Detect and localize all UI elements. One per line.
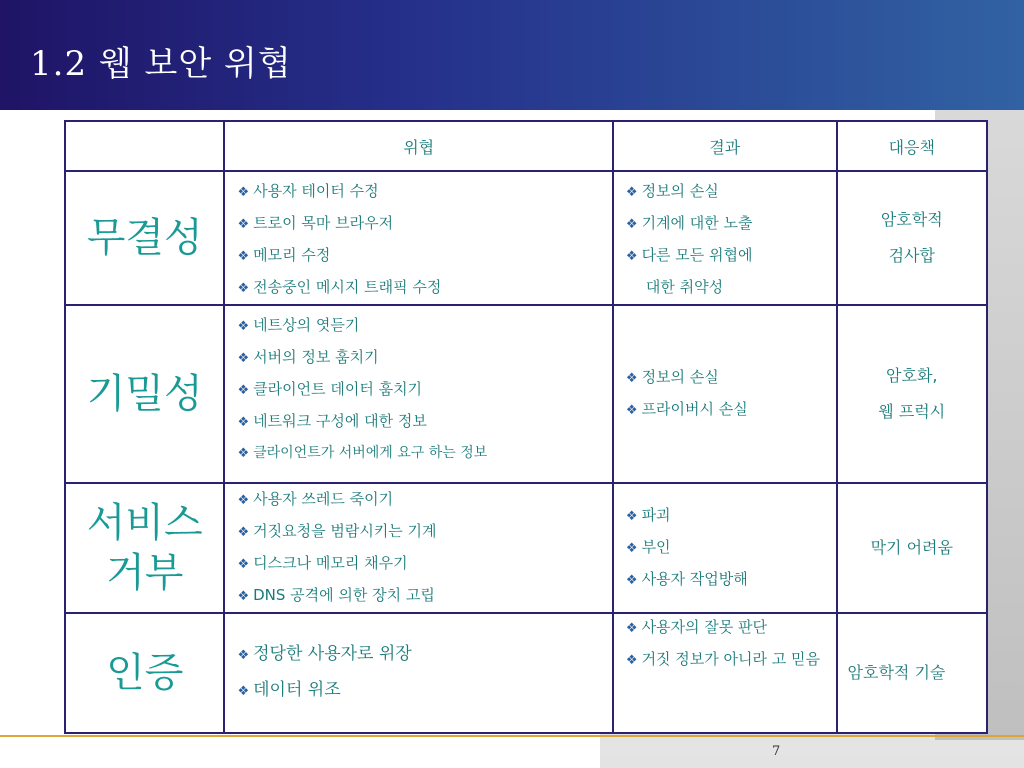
list-item: ❖ 정당한 사용자로 위장 — [237, 644, 412, 664]
list-item: ❖ 부인 — [625, 538, 671, 556]
diamond-bullet-icon: ❖ — [237, 525, 250, 540]
response-line: 암호학적 기술 — [847, 663, 946, 682]
category-line: 거부 — [106, 550, 184, 596]
table-row — [65, 305, 987, 483]
diamond-bullet-icon: ❖ — [237, 281, 250, 296]
diamond-bullet-icon: ❖ — [237, 493, 250, 508]
list-item: ❖ 메모리 수정 — [237, 246, 331, 264]
category-confidentiality: 기밀성 — [65, 305, 224, 483]
response-cell — [837, 483, 987, 613]
diamond-bullet-icon: ❖ — [237, 589, 250, 604]
list-item: ❖ 사용자 테이터 수정 — [237, 182, 379, 200]
slide-title: 1.2 웹 보안 위협 — [30, 44, 292, 84]
list-item: ❖ 거짓요청을 범람시키는 기계 — [237, 522, 437, 540]
table-row — [65, 171, 987, 305]
list-item: 대한 취약성 — [645, 278, 724, 296]
response-line: 암호화, — [886, 366, 938, 385]
list-item: ❖ 사용자 작업방해 — [625, 570, 748, 588]
response-line: 검사합 — [888, 246, 935, 265]
result-cell — [613, 483, 837, 613]
diamond-bullet-icon: ❖ — [625, 509, 638, 524]
footer-divider — [0, 735, 1024, 737]
diamond-bullet-icon: ❖ — [625, 621, 638, 636]
threat-table — [64, 120, 988, 734]
list-item: ❖ 서버의 정보 훔치기 — [237, 348, 379, 366]
list-item: ❖ 기계에 대한 노출 — [625, 214, 753, 232]
list-item: ❖ 파괴 — [625, 506, 671, 524]
diamond-bullet-icon: ❖ — [625, 249, 638, 264]
diamond-bullet-icon: ❖ — [625, 185, 638, 200]
result-cell — [613, 613, 837, 733]
list-item: ❖ 프라이버시 손실 — [625, 400, 748, 418]
diamond-bullet-icon: ❖ — [237, 217, 250, 232]
threat-cell — [224, 613, 612, 733]
list-item: ❖ 다른 모든 위협에 — [625, 246, 753, 264]
list-item: ❖ 정보의 손실 — [625, 368, 719, 386]
page-number: 7 — [772, 744, 781, 759]
diamond-bullet-icon: ❖ — [237, 684, 250, 699]
list-item: ❖ 트로이 목마 브라우저 — [237, 214, 394, 232]
diamond-bullet-icon: ❖ — [237, 319, 250, 334]
diamond-bullet-icon: ❖ — [625, 403, 638, 418]
list-item: ❖ 사용자의 잘못 판단 — [625, 618, 768, 636]
category-authentication: 인증 — [65, 613, 224, 733]
list-item: ❖ DNS 공격에 의한 장치 고립 — [237, 586, 435, 604]
diamond-bullet-icon: ❖ — [237, 415, 250, 430]
list-item: ❖ 정보의 손실 — [625, 182, 719, 200]
diamond-bullet-icon: ❖ — [237, 185, 250, 200]
category-denial-of-service — [65, 483, 224, 613]
response-cell — [837, 613, 987, 733]
diamond-bullet-icon: ❖ — [625, 217, 638, 232]
category-integrity: 무결성 — [65, 171, 224, 305]
list-item: ❖ 데이터 위조 — [237, 680, 341, 700]
response-cell — [837, 171, 987, 305]
header-threat: 위협 — [224, 121, 612, 171]
header-result: 결과 — [613, 121, 837, 171]
list-item: ❖ 네트상의 엿듣기 — [237, 316, 360, 334]
diamond-bullet-icon: ❖ — [237, 249, 250, 264]
list-item: ❖ 디스크나 메모리 채우기 — [237, 554, 408, 572]
category-line: 서비스 — [86, 500, 203, 546]
response-line: 웹 프럭시 — [878, 402, 946, 421]
diamond-bullet-icon: ❖ — [625, 653, 638, 668]
table-row — [65, 483, 987, 613]
threat-cell — [224, 483, 612, 613]
diamond-bullet-icon: ❖ — [625, 541, 638, 556]
title-bar — [0, 0, 1024, 110]
response-line: 막기 어려움 — [870, 538, 953, 557]
diamond-bullet-icon: ❖ — [625, 371, 638, 386]
diamond-bullet-icon: ❖ — [237, 648, 250, 663]
list-item: ❖ 거짓 정보가 아니라 고 믿음 — [625, 650, 821, 668]
table-header-row — [65, 121, 987, 171]
table-row — [65, 613, 987, 733]
list-item: ❖ 네트워크 구성에 대한 정보 — [237, 412, 427, 430]
diamond-bullet-icon: ❖ — [625, 573, 638, 588]
response-line: 암호학적 — [880, 210, 943, 229]
diamond-bullet-icon: ❖ — [237, 446, 250, 461]
response-cell — [837, 305, 987, 483]
list-item: ❖ 클라이언트가 서버에게 요구 하는 정보 — [237, 445, 488, 461]
threat-cell — [224, 305, 612, 483]
diamond-bullet-icon: ❖ — [237, 557, 250, 572]
result-cell — [613, 305, 837, 483]
header-empty — [65, 121, 224, 171]
list-item: ❖ 사용자 쓰레드 죽이기 — [237, 490, 394, 508]
list-item: ❖ 전송중인 메시지 트래픽 수정 — [237, 278, 442, 296]
diamond-bullet-icon: ❖ — [237, 351, 250, 366]
result-cell — [613, 171, 837, 305]
threat-cell — [224, 171, 612, 305]
list-item: ❖ 클라이언트 데이터 훔치기 — [237, 380, 423, 398]
header-response: 대응책 — [837, 121, 987, 171]
diamond-bullet-icon: ❖ — [237, 383, 250, 398]
